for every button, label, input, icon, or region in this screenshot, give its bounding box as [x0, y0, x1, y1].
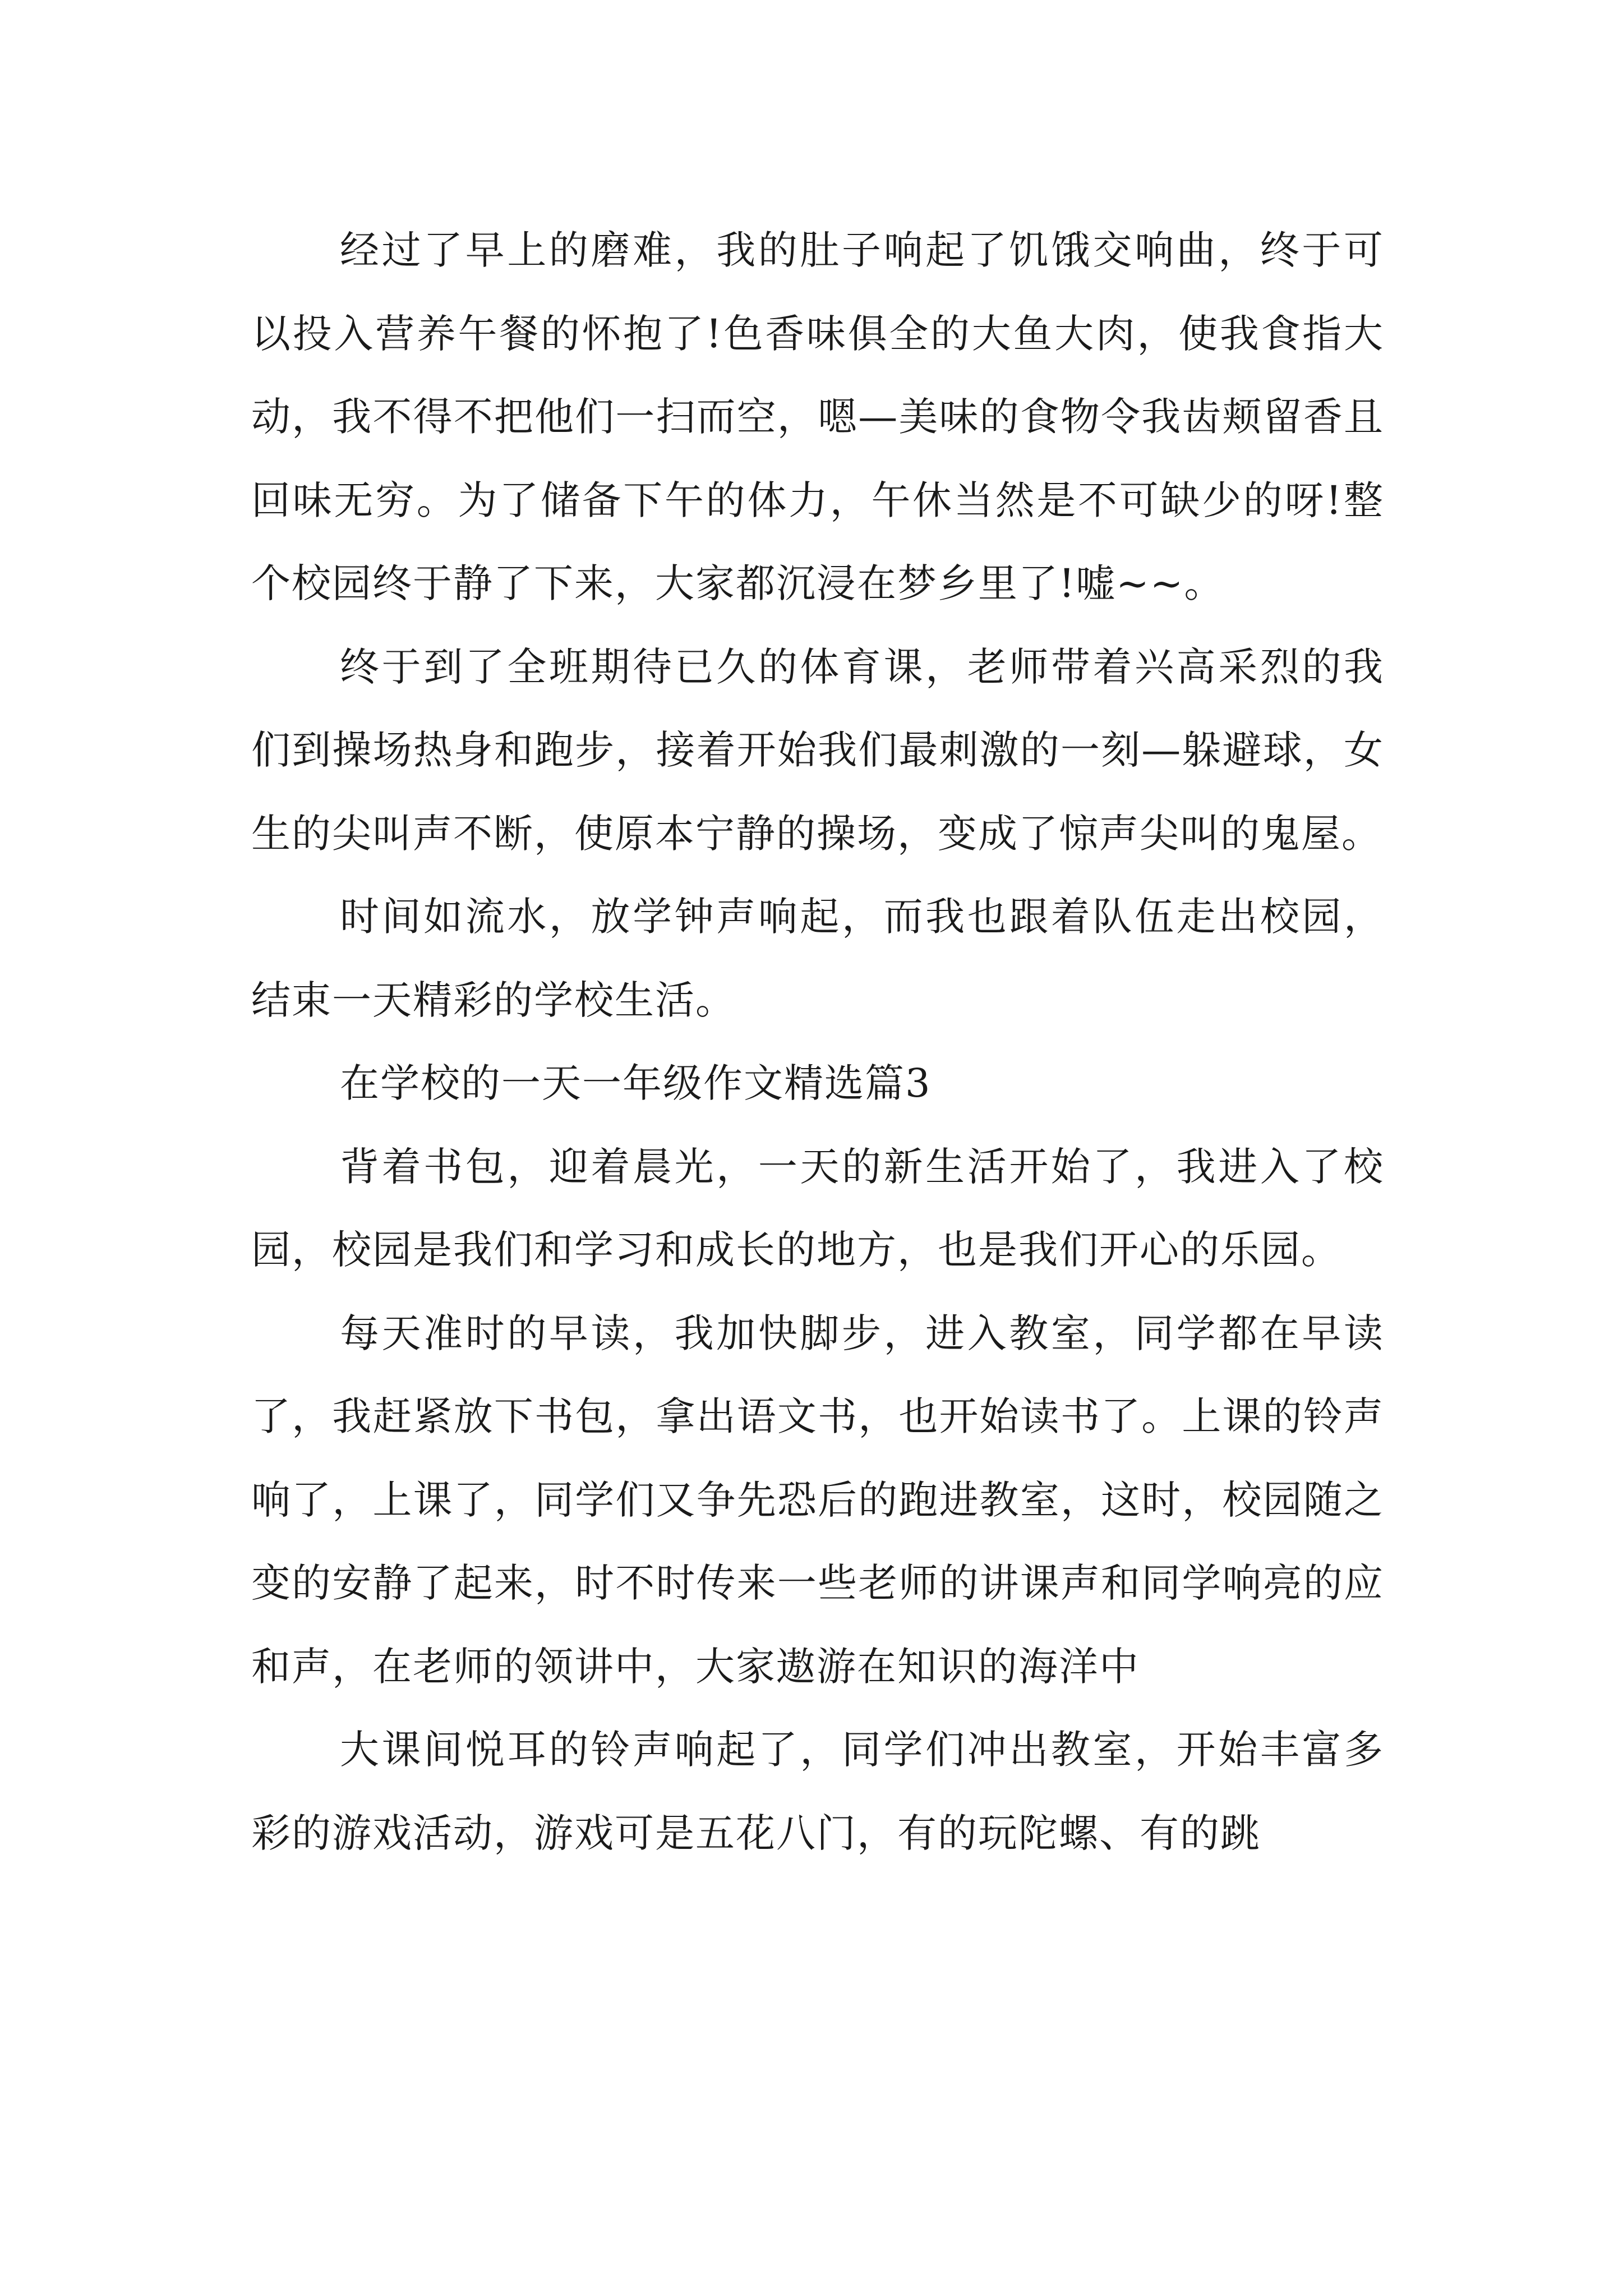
paragraph-morning: 背着书包，迎着晨光，一天的新生活开始了，我进入了校园，校园是我们和学习和成长的地方，也是我们开心的乐园。 [251, 1143, 1384, 1273]
paragraph-after-school: 时间如流水，放学钟声响起，而我也跟着队伍走出校园，结束一天精彩的学校生活。 [251, 894, 1384, 1023]
article-body [251, 209, 1384, 1875]
paragraph-morning-reading: 每天准时的早读，我加快脚步，进入教室，同学都在早读了，我赶紧放下书包，拿出语文书，也开始读书了。上课的铃声响了，上课了，同学们又争先恐后的跑进教室，这时，校园随之变的安静了起来，时不时传来一些老师的讲课声和同学响亮的应和声，在老师的领讲中，大家遨游在知识的海洋中 [251, 1310, 1384, 1690]
paragraph-lunch: 经过了早上的磨难，我的肚子响起了饥饿交响曲，终于可以投入营养午餐的怀抱了!色香味俱全的大鱼大肉，使我食指大动，我不得不把他们一扫而空，嗯—美味的食物令我齿颊留香且回味无穷。为了储备下午的体力，午休当然是不可缺少的呀!整个校园终于静了下来，大家都沉浸在梦乡里了!嘘~~。 [251, 227, 1384, 606]
paragraph-pe-class: 终于到了全班期待已久的体育课，老师带着兴高采烈的我们到操场热身和跑步，接着开始我们最刺激的一刻—躲避球，女生的尖叫声不断，使原本宁静的操场，变成了惊声尖叫的鬼屋。 [251, 643, 1384, 857]
paragraph-break-time: 大课间悦耳的铃声响起了，同学们冲出教室，开始丰富多彩的游戏活动，游戏可是五花八门，有的玩陀螺、有的跳 [251, 1727, 1384, 1856]
section-heading: 在学校的一天一年级作文精选篇3 [340, 1060, 932, 1106]
